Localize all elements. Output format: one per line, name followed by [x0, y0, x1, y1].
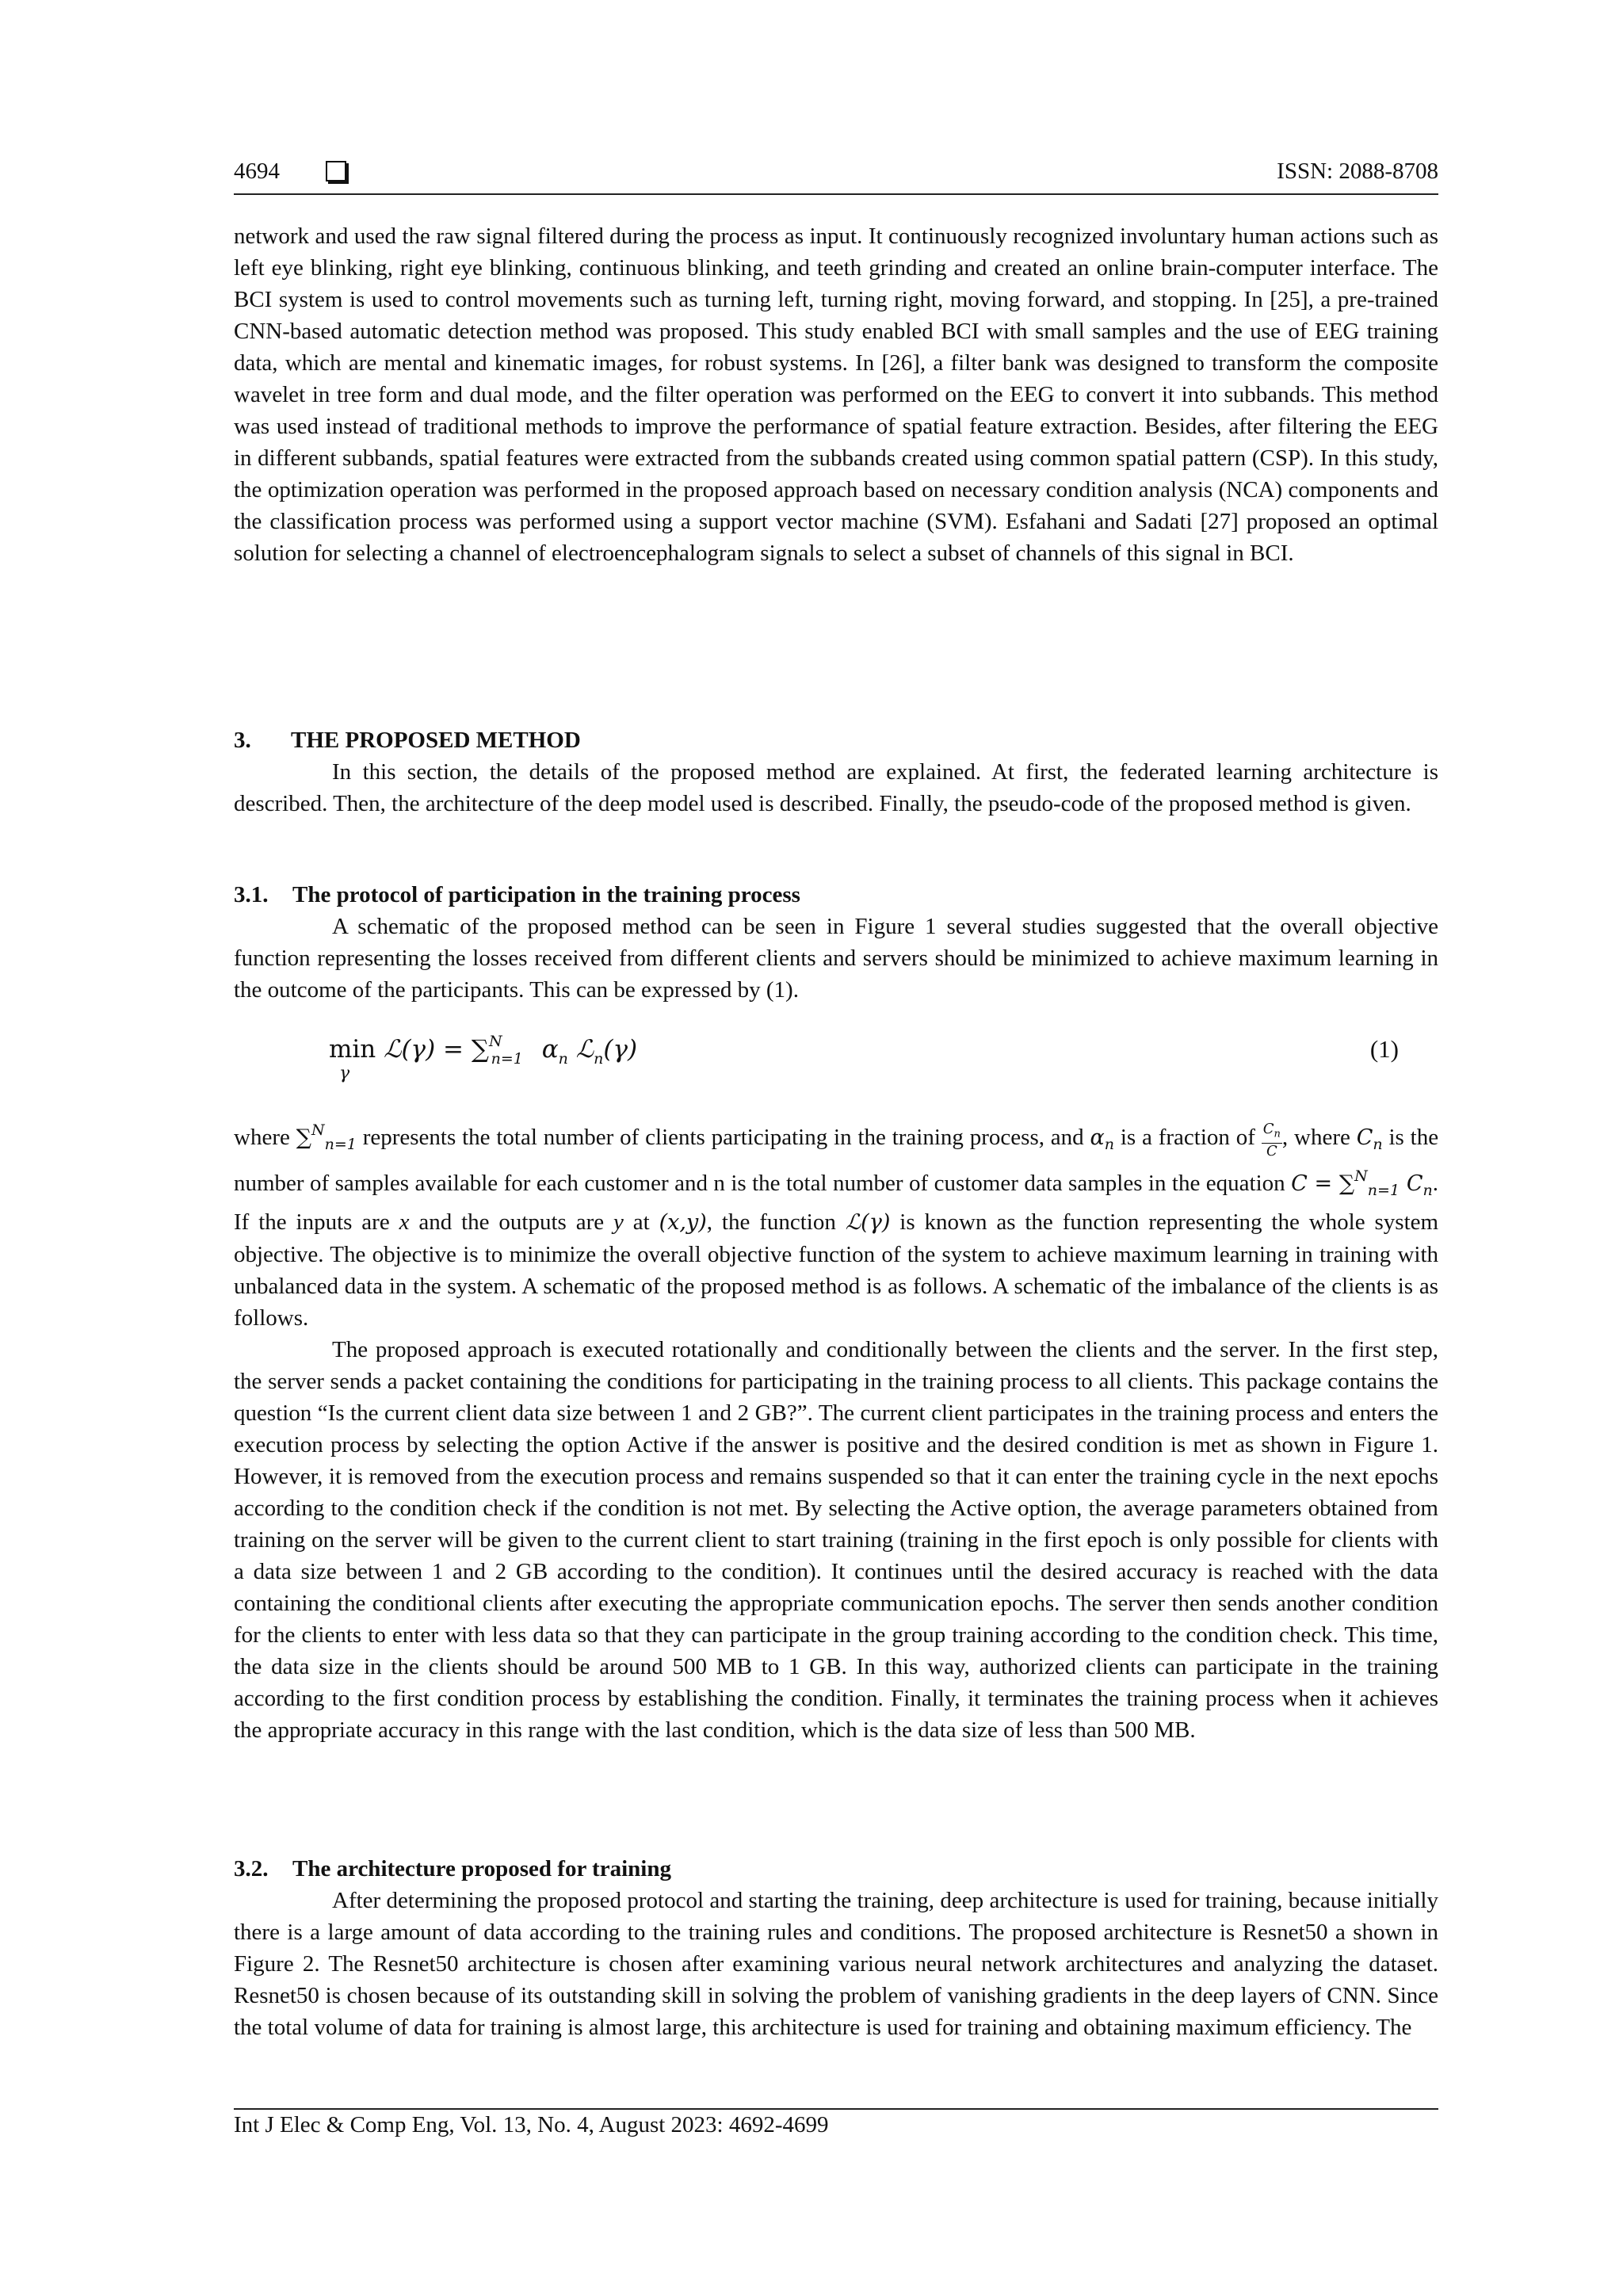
page-number: 4694	[234, 159, 280, 184]
equation-number: (1)	[1369, 1035, 1399, 1063]
subsection-number: 3.1.	[234, 882, 269, 907]
body-text: In this section, the details of the proposed method are explained. At first, the federated learning architecture is described. Then, the architecture of the deep model used is described. Finally, the pseudo-code of the proposed method is given.	[234, 759, 1438, 816]
section-3-2-paragraph	[234, 1885, 1438, 2043]
section-title: THE PROPOSED METHOD	[291, 728, 581, 753]
section-number: 3.	[234, 728, 251, 753]
equation-1	[234, 1035, 1438, 1091]
subsection-number: 3.2.	[234, 1856, 269, 1881]
body-text: The proposed approach is executed rotationally and conditionally between the clients and the server. In the first step, the server sends a packet containing the conditions for participating in the training process to all clients. This package contains the question “Is the current client data size between 1 and 2 GB?”. The current client participates in the training process and enters the execution process by selecting the option Active if the answer is positive and the desired condition is met as shown in Figure 1. However, it is removed from the execution process and remains suspended so that it can enter the training cycle in the next epochs according to the condition check if the condition is not met. By selecting the Active option, the average parameters obtained from training on the server will be given to the current client to start training (training in the first epoch is only possible for clients with a data size between 1 and 2 GB according to the condition). It continues until the desired accuracy is reached with the data containing the conditional clients after executing the appropriate communication epochs. The server then sends another condition for the clients to enter with less data so that they can participate in the group training according to the condition check. This time, the data size in the clients should be around 500 MB to 1 GB. In this way, authorized clients can participate in the training according to the first condition process by establishing the condition. Finally, it terminates the training process when it achieves the appropriate accuracy in this range with the last condition, which is the data size of less than 500 MB.	[234, 1337, 1438, 1743]
equation-subscript: γ	[339, 1064, 350, 1083]
body-text: After determining the proposed protocol and starting the training, deep architecture is used for training, because initially there is a large amount of data according to the training rules and conditions. The proposed architecture is Resnet50 a shown in Figure 2. The Resnet50 architecture is chosen after examining various neural network architectures and analyzing the dataset. Resnet50 is chosen because of its outstanding skill in solving the problem of vanishing gradients in the deep layers of CNN. Since the total volume of data for training is almost large, this architecture is used for training and obtaining maximum efficiency. The	[234, 1888, 1438, 2040]
footer-rule	[234, 2108, 1438, 2110]
box-icon	[326, 161, 346, 181]
subsection-heading-3-1	[234, 879, 1438, 911]
section-3-1-paragraph	[234, 911, 1438, 1006]
intro-paragraph	[234, 220, 1438, 569]
equation-body: min ℒ(γ) = ∑$^N_{n=1}$ $\alpha_n$ ℒ$_n$(γ)	[329, 1033, 638, 1068]
header-rule	[234, 193, 1438, 195]
section-heading-3	[234, 724, 1438, 756]
body-text: A schematic of the proposed method can be seen in Figure 1 several studies suggested that the overall objective function representing the losses received from different clients and servers should be minimized to achieve maximum learning in the outcome of the participants. This can be expressed by (1).	[234, 914, 1438, 1003]
subsection-title: The protocol of participation in the training process	[292, 882, 800, 907]
where-paragraph	[234, 1114, 1438, 1746]
where-text: where ∑$^N_{n=1}$ represents the total number of clients participating in the training process, and $\alpha_n$ is a fraction of $\frac{C_n}{C}$ , where $C_n$ is the number of samples available for each customer and n is the total number of customer data samples in the equation C = ∑$^N_{n=1}$ $C_n$. If the inputs are x and the outputs are y at (x,y), the function ℒ(γ) is known as the function representing the whole system objective. The objective is to minimize the overall objective function of the system to achieve maximum learning in training with unbalanced data in the system. A schematic of the proposed method is as follows. A schematic of the imbalance of the clients is as follows.	[234, 1121, 1439, 1331]
equation-expression: ℒ(γ) = ∑	[384, 1035, 489, 1064]
running-header	[234, 155, 1438, 190]
subsection-heading-3-2	[234, 1853, 1438, 1885]
equation-min: min	[329, 1035, 376, 1064]
footer-citation: Int J Elec & Comp Eng, Vol. 13, No. 4, August 2023: 4692-4699	[234, 2112, 829, 2137]
subsection-title: The architecture proposed for training	[292, 1856, 671, 1881]
section-3-paragraph	[234, 756, 1438, 819]
body-text: network and used the raw signal filtered during the process as input. It continuously recognized involuntary human actions such as left eye blinking, right eye blinking, continuous blinking, and teeth grinding and created an online brain-computer interface. The BCI system is used to control movements such as turning left, turning right, moving forward, and stopping. In [25], a pre-trained CNN-based automatic detection method was proposed. This study enabled BCI with small samples and the use of EEG training data, which are mental and kinematic images, for robust systems. In [26], a filter bank was designed to transform the composite wavelet in tree form and dual mode, and the filter operation was performed on the EEG to convert it into subbands. This method was used instead of traditional methods to improve the performance of spatial feature extraction. Besides, after filtering the EEG in different subbands, spatial features were extracted from the subbands created using common spatial pattern (CSP). In this study, the optimization operation was performed in the proposed approach based on necessary condition analysis (NCA) components and the classification process was performed using a support vector machine (SVM). Esfahani and Sadati [27] proposed an optimal solution for selecting a channel of electroencephalogram signals to select a subset of channels of this signal in BCI.	[234, 223, 1438, 566]
issn-label: ISSN: 2088-8708	[1277, 159, 1438, 184]
